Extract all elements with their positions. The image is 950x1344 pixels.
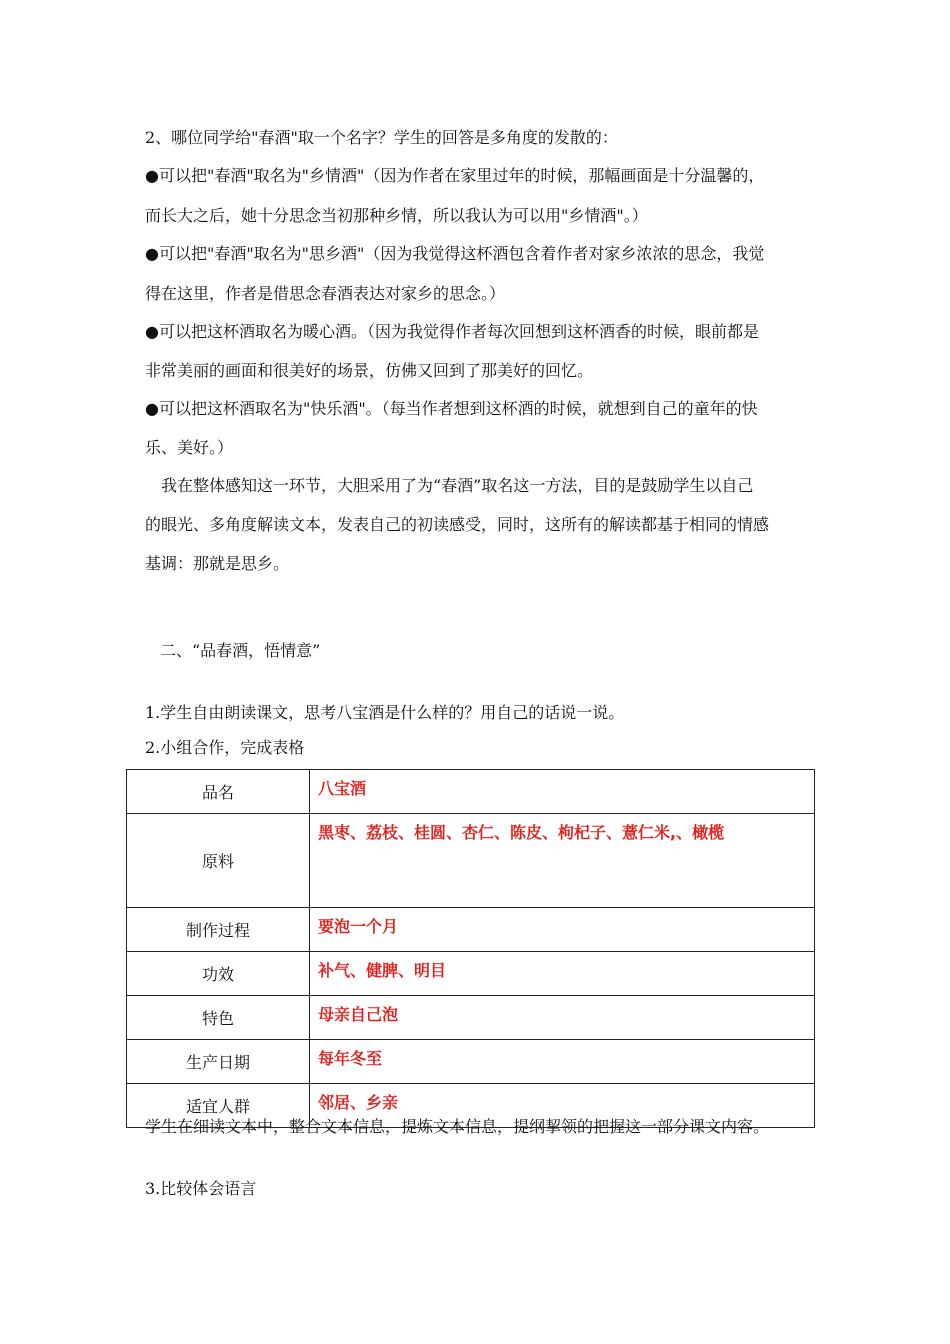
answer-4-line-2: 乐、美好。）: [145, 438, 234, 457]
step-3-text: 3.比较体会语言: [145, 1179, 257, 1198]
row-label: 品名: [127, 770, 310, 814]
table-row: [127, 908, 815, 952]
table-row: [127, 952, 815, 996]
table-row: [127, 1040, 815, 1084]
answer-4-line-1: ●可以把这杯酒取名为"快乐酒"。（每当作者想到这杯酒的时候，就想到自己的童年的快: [145, 399, 758, 418]
row-label: 制作过程: [127, 908, 310, 952]
row-value: 八宝酒: [310, 770, 815, 814]
answer-1-line-1: ●可以把"春酒"取名为"乡情酒"（因为作者在家里过年的时候，那幅画面是十分温馨的，: [145, 166, 765, 185]
table-row: [127, 814, 815, 908]
table-row: [127, 770, 815, 814]
row-label: 功效: [127, 952, 310, 996]
step-1-text: 1.学生自由朗读课文，思考八宝酒是什么样的？用自己的话说一说。: [145, 703, 625, 722]
step-2-text: 2.小组合作，完成表格: [145, 738, 305, 757]
reflection-line-3: 基调：那就是思乡。: [145, 554, 290, 573]
answer-2-line-2: 得在这里，作者是借思念春酒表达对家乡的思念。）: [145, 284, 506, 303]
row-label: 原料: [127, 814, 310, 908]
reflection-line-2: 的眼光、多角度解读文本，发表自己的初读感受，同时，这所有的解读都基于相同的情感: [145, 515, 770, 534]
answer-3-line-2: 非常美丽的画面和很美好的场景，仿佛又回到了那美好的回忆。: [145, 361, 594, 380]
baobao-wine-table: [126, 769, 815, 1128]
section-heading: 二、“品春酒，悟情意”: [160, 641, 321, 660]
answer-3-line-1: ●可以把这杯酒取名为暖心酒。（因为我觉得作者每次回想到这杯酒香的时候，眼前都是: [145, 322, 759, 341]
row-value: 每年冬至: [310, 1040, 815, 1084]
row-label: 适宜人群: [127, 1084, 310, 1128]
after-table-text: 学生在细读文本中，整合文本信息，提炼文本信息，提纲挈领的把握这一部分课文内容。: [145, 1117, 770, 1136]
paragraph-question-2: 2、哪位同学给"春酒"取一个名字？学生的回答是多角度的发散的：: [145, 128, 618, 147]
answer-1-line-2: 而长大之后，她十分思念当初那种乡情，所以我认为可以用"乡情酒"。）: [145, 206, 648, 225]
row-value: 邻居、乡亲: [310, 1084, 815, 1128]
row-label: 特色: [127, 996, 310, 1040]
answer-2-line-1: ●可以把"春酒"取名为"思乡酒"（因为我觉得这杯酒包含着作者对家乡浓浓的思念，我觉: [145, 244, 765, 263]
row-value: 要泡一个月: [310, 908, 815, 952]
row-value: 母亲自己泡: [310, 996, 815, 1040]
row-label: 生产日期: [127, 1040, 310, 1084]
table-row: [127, 996, 815, 1040]
row-value: 补气、健脾、明目: [310, 952, 815, 996]
row-value: 黑枣、荔枝、桂圆、杏仁、陈皮、枸杞子、薏仁米,、橄榄: [310, 814, 815, 908]
reflection-line-1: 我在整体感知这一环节，大胆采用了为“春酒”取名这一方法，目的是鼓励学生以自己: [145, 476, 754, 495]
